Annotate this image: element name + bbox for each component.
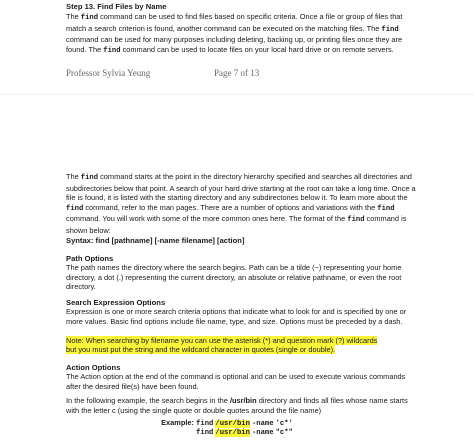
page-break: [0, 94, 474, 155]
note-highlight-line-2: but you must put the string and the wildcard character in quotes (single or double).: [66, 345, 336, 354]
find-intro-paragraph: The find command starts at the point in the directory hierarchy specified and searches all directories and subdirectories below that point. A search of your hard drive starting at the root can take a long time. Once a file is found, it is listed with the starting directory and any subdirectories below it. To learn more about the find command, refer to the man pages. There are a number of options and variations with the find command. You will work with some of the more common ones here. The format of the find command is shown below:: [66, 172, 416, 235]
document-page-top: [0, 0, 474, 94]
path-options-heading: Path Options: [66, 254, 114, 263]
note-highlight-line-1: Note: When searching by filename you can use the asterisk (*) and question mark (?) wildcards: [66, 336, 378, 345]
document-page-bottom: [0, 154, 474, 441]
search-expression-text: Expression is one or more search criteria options that indicate what to look for and is specified by one or more values. Basic find options include file name, type, and size. Options must be preceded by a dash.: [66, 307, 407, 326]
step-heading: Step 13. Find Files by Name: [66, 2, 167, 11]
action-options-text: The Action option at the end of the command is optional and can be used to execute various commands after the desired file(s) have been found.: [66, 372, 406, 391]
example-label: Example:: [161, 418, 194, 427]
example-command-2: find /usr/bin -name "c*": [196, 429, 293, 437]
footer-page-number: Page 7 of 13: [214, 68, 260, 78]
step-paragraph: The find command can be used to find files based on specific criteria. Once a file or group of files that match a search criterion is found, another command can be executed on the matching files. The find command can be used for many purposes including deleting, backing up, or printing files once they are found. The find command can be used to locate files on your local hard drive or on remote servers.: [66, 12, 403, 55]
example-description: In the following example, the search begins in the /usr/bin directory and finds all files whose name starts with the letter c (using the single quote or double quotes around the file name): [66, 396, 408, 415]
path-options-text: The path names the directory where the search begins. Path can be a tilde (~) representing your home directory, a dot (.) representing the current directory, an absolute or relative pathname, or even the root directory.: [66, 263, 402, 292]
syntax-line: Syntax: find [pathname] [-name filename] [action]: [66, 236, 245, 245]
footer-author: Professor Sylvia Yeung: [66, 68, 151, 78]
search-expression-heading: Search Expression Options: [66, 298, 166, 307]
action-options-heading: Action Options: [66, 363, 121, 372]
example-command-1: Example: find /usr/bin -name 'c*': [150, 418, 293, 429]
